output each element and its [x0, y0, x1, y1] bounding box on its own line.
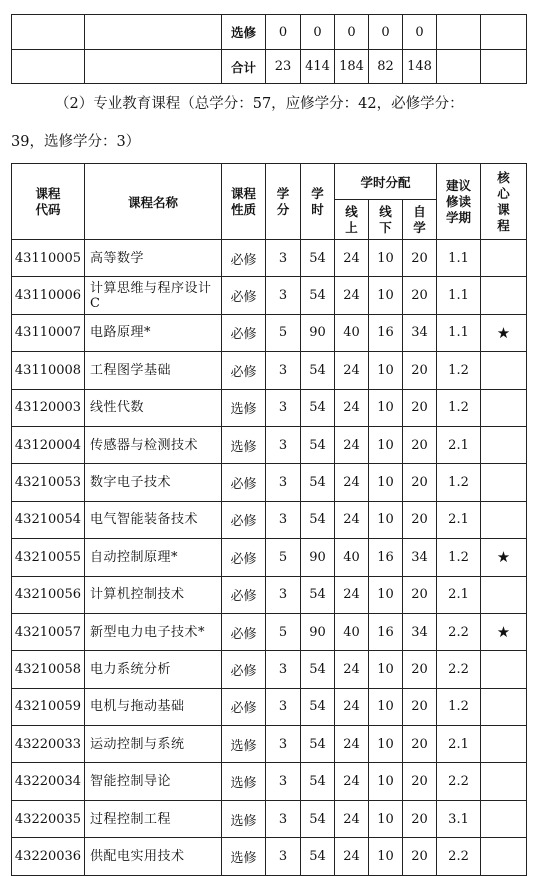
summary-blank-cell: [12, 15, 85, 50]
summary-value-cell: 0: [266, 15, 301, 50]
course-type-cell: 选修: [222, 838, 266, 875]
course-term-cell: 2.2: [437, 613, 481, 650]
table-row: [12, 501, 527, 538]
course-credit-cell: 5: [266, 613, 301, 650]
course-hours-cell: 90: [301, 314, 335, 351]
course-type-cell: 必修: [222, 277, 266, 314]
course-offline-cell: 10: [369, 726, 403, 763]
header-offline-text: 线下: [379, 203, 392, 235]
course-name-cell: 过程控制工程: [85, 800, 222, 837]
header-online: [335, 200, 369, 240]
course-credit-cell: 3: [266, 464, 301, 501]
course-core-cell: [481, 240, 527, 277]
header-hours-allocation: 学时分配: [335, 164, 437, 200]
course-self-cell: 34: [403, 613, 437, 650]
header-course-type: [222, 164, 266, 240]
course-credit-cell: 3: [266, 688, 301, 725]
header-suggested-term: [437, 164, 481, 240]
summary-table: [11, 14, 527, 84]
course-self-cell: 20: [403, 426, 437, 463]
course-code-cell: 43210055: [12, 539, 85, 576]
course-name-cell: 线性代数: [85, 389, 222, 426]
course-hours-cell: 54: [301, 426, 335, 463]
course-online-cell: 40: [335, 613, 369, 650]
course-name-cell: 数字电子技术: [85, 464, 222, 501]
course-type-cell: 必修: [222, 688, 266, 725]
course-name-cell: 传感器与检测技术: [85, 426, 222, 463]
course-type-cell: 必修: [222, 464, 266, 501]
header-course-code: [12, 164, 85, 240]
header-hours: [301, 164, 335, 240]
course-term-cell: 1.2: [437, 464, 481, 501]
course-core-cell: [481, 501, 527, 538]
course-credit-cell: 3: [266, 389, 301, 426]
course-online-cell: 24: [335, 726, 369, 763]
course-core-cell: [481, 838, 527, 875]
course-online-cell: 24: [335, 426, 369, 463]
table-row: [12, 613, 527, 650]
summary-row: [12, 15, 527, 50]
course-name-cell: 计算机控制技术: [85, 576, 222, 613]
course-term-cell: 1.1: [437, 277, 481, 314]
course-code-cell: 43110006: [12, 277, 85, 314]
summary-blank-cell: [437, 15, 481, 50]
course-code-cell: 43110008: [12, 352, 85, 389]
course-hours-cell: 54: [301, 651, 335, 688]
course-code-cell: 43210056: [12, 576, 85, 613]
summary-value-cell: 148: [403, 50, 437, 84]
course-core-cell: [481, 389, 527, 426]
course-online-cell: 24: [335, 352, 369, 389]
table-row: [12, 838, 527, 875]
table-row: [12, 726, 527, 763]
course-offline-cell: 10: [369, 800, 403, 837]
header-credit: [266, 164, 301, 240]
summary-blank-cell: [85, 15, 222, 50]
course-credit-cell: 3: [266, 726, 301, 763]
course-name-cell: 电力系统分析: [85, 651, 222, 688]
course-name-cell: 新型电力电子技术*: [85, 613, 222, 650]
header-self-study: [403, 200, 437, 240]
course-code-cell: 43220034: [12, 763, 85, 800]
course-self-cell: 20: [403, 726, 437, 763]
course-code-cell: 43210059: [12, 688, 85, 725]
course-core-cell: [481, 763, 527, 800]
course-online-cell: 24: [335, 464, 369, 501]
summary-blank-cell: [481, 50, 527, 84]
summary-value-cell: 0: [301, 15, 335, 50]
course-name-cell: 高等数学: [85, 240, 222, 277]
course-hours-cell: 54: [301, 501, 335, 538]
course-type-cell: 必修: [222, 314, 266, 351]
course-hours-cell: 54: [301, 726, 335, 763]
header-course-type-text: 课程性质: [230, 185, 256, 217]
course-name-cell: 智能控制导论: [85, 763, 222, 800]
course-term-cell: 1.2: [437, 352, 481, 389]
course-hours-cell: 54: [301, 389, 335, 426]
course-hours-cell: 54: [301, 277, 335, 314]
course-term-cell: 3.1: [437, 800, 481, 837]
table-row: [12, 651, 527, 688]
course-online-cell: 24: [335, 688, 369, 725]
header-offline: [369, 200, 403, 240]
summary-blank-cell: [12, 50, 85, 84]
course-offline-cell: 10: [369, 688, 403, 725]
course-self-cell: 20: [403, 389, 437, 426]
course-credit-cell: 3: [266, 838, 301, 875]
course-core-cell: [481, 352, 527, 389]
course-online-cell: 24: [335, 763, 369, 800]
course-offline-cell: 16: [369, 314, 403, 351]
course-code-cell: 43110007: [12, 314, 85, 351]
summary-row-label: 选修: [222, 15, 266, 50]
course-hours-cell: 54: [301, 763, 335, 800]
course-online-cell: 24: [335, 240, 369, 277]
header-online-text: 线上: [345, 203, 358, 235]
course-code-cell: 43220036: [12, 838, 85, 875]
course-self-cell: 20: [403, 501, 437, 538]
course-core-cell: ★: [481, 613, 527, 650]
summary-value-cell: 184: [335, 50, 369, 84]
course-hours-cell: 54: [301, 464, 335, 501]
course-credit-cell: 3: [266, 763, 301, 800]
course-type-cell: 选修: [222, 800, 266, 837]
course-type-cell: 必修: [222, 576, 266, 613]
course-online-cell: 24: [335, 576, 369, 613]
course-core-cell: [481, 576, 527, 613]
course-offline-cell: 10: [369, 426, 403, 463]
course-name-cell: 工程图学基础: [85, 352, 222, 389]
header-course-name: 课程名称: [85, 164, 222, 240]
summary-value-cell: 23: [266, 50, 301, 84]
course-term-cell: 2.1: [437, 426, 481, 463]
course-type-cell: 选修: [222, 726, 266, 763]
course-self-cell: 20: [403, 838, 437, 875]
course-hours-cell: 90: [301, 539, 335, 576]
header-credit-text: 学分: [276, 185, 290, 217]
course-type-cell: 选修: [222, 426, 266, 463]
table-row: [12, 277, 527, 314]
course-credit-cell: 3: [266, 426, 301, 463]
course-term-cell: 2.1: [437, 726, 481, 763]
course-table: [11, 163, 527, 876]
table-row: [12, 426, 527, 463]
summary-value-cell: 0: [403, 15, 437, 50]
course-online-cell: 40: [335, 539, 369, 576]
course-core-cell: [481, 651, 527, 688]
header-core-course: [481, 164, 527, 240]
course-name-cell: 供配电实用技术: [85, 838, 222, 875]
course-code-cell: 43110005: [12, 240, 85, 277]
course-self-cell: 34: [403, 314, 437, 351]
table-row: [12, 464, 527, 501]
course-core-cell: [481, 800, 527, 837]
summary-row: [12, 50, 527, 84]
course-type-cell: 必修: [222, 501, 266, 538]
course-online-cell: 24: [335, 501, 369, 538]
course-core-cell: ★: [481, 314, 527, 351]
course-type-cell: 必修: [222, 539, 266, 576]
course-self-cell: 20: [403, 763, 437, 800]
course-self-cell: 34: [403, 539, 437, 576]
course-code-cell: 43210053: [12, 464, 85, 501]
course-term-cell: 1.1: [437, 240, 481, 277]
course-credit-cell: 3: [266, 277, 301, 314]
course-self-cell: 20: [403, 464, 437, 501]
course-offline-cell: 16: [369, 613, 403, 650]
course-offline-cell: 10: [369, 576, 403, 613]
header-suggested-term-text: 建议修读学期: [446, 177, 472, 225]
course-hours-cell: 54: [301, 800, 335, 837]
summary-value-cell: 82: [369, 50, 403, 84]
table-row: [12, 352, 527, 389]
course-self-cell: 20: [403, 576, 437, 613]
course-offline-cell: 10: [369, 651, 403, 688]
course-hours-cell: 54: [301, 838, 335, 875]
course-name-cell: 电路原理*: [85, 314, 222, 351]
section-heading-line1: （2）专业教育课程（总学分：57，应修学分：42，必修学分：: [55, 96, 464, 112]
header-core-course-text: 核心课程: [497, 169, 510, 233]
header-hours-text: 学时: [311, 185, 324, 217]
course-core-cell: [481, 726, 527, 763]
table-row: [12, 539, 527, 576]
summary-value-cell: 414: [301, 50, 335, 84]
table-row: [12, 763, 527, 800]
course-online-cell: 24: [335, 800, 369, 837]
course-offline-cell: 10: [369, 277, 403, 314]
course-hours-cell: 54: [301, 688, 335, 725]
course-credit-cell: 3: [266, 240, 301, 277]
course-self-cell: 20: [403, 277, 437, 314]
course-term-cell: 2.1: [437, 501, 481, 538]
course-hours-cell: 54: [301, 352, 335, 389]
course-code-cell: 43120004: [12, 426, 85, 463]
course-online-cell: 24: [335, 651, 369, 688]
course-type-cell: 选修: [222, 389, 266, 426]
course-offline-cell: 10: [369, 501, 403, 538]
course-type-cell: 必修: [222, 352, 266, 389]
course-offline-cell: 10: [369, 838, 403, 875]
course-self-cell: 20: [403, 800, 437, 837]
course-core-cell: [481, 688, 527, 725]
summary-row-label: 合计: [222, 50, 266, 84]
course-online-cell: 24: [335, 277, 369, 314]
course-offline-cell: 10: [369, 464, 403, 501]
course-online-cell: 24: [335, 838, 369, 875]
course-term-cell: 2.1: [437, 576, 481, 613]
course-self-cell: 20: [403, 688, 437, 725]
course-name-cell: 自动控制原理*: [85, 539, 222, 576]
course-hours-cell: 54: [301, 576, 335, 613]
course-type-cell: 必修: [222, 240, 266, 277]
table-row: [12, 240, 527, 277]
course-credit-cell: 5: [266, 539, 301, 576]
course-self-cell: 20: [403, 651, 437, 688]
course-code-cell: 43210057: [12, 613, 85, 650]
course-code-cell: 43120003: [12, 389, 85, 426]
table-row: [12, 576, 527, 613]
course-self-cell: 20: [403, 352, 437, 389]
course-core-cell: [481, 426, 527, 463]
course-name-cell: 电气智能装备技术: [85, 501, 222, 538]
course-term-cell: 2.2: [437, 838, 481, 875]
summary-blank-cell: [85, 50, 222, 84]
course-term-cell: 2.2: [437, 651, 481, 688]
table-row: [12, 800, 527, 837]
summary-value-cell: 0: [335, 15, 369, 50]
course-term-cell: 1.2: [437, 539, 481, 576]
course-name-cell: 计算思维与程序设计C: [85, 277, 222, 314]
course-term-cell: 1.1: [437, 314, 481, 351]
course-name-cell: 运动控制与系统: [85, 726, 222, 763]
course-term-cell: 1.2: [437, 688, 481, 725]
course-offline-cell: 10: [369, 389, 403, 426]
course-credit-cell: 3: [266, 352, 301, 389]
course-code-cell: 43220035: [12, 800, 85, 837]
course-credit-cell: 3: [266, 651, 301, 688]
table-row: [12, 688, 527, 725]
summary-value-cell: 0: [369, 15, 403, 50]
summary-blank-cell: [481, 15, 527, 50]
course-name-cell: 电机与拖动基础: [85, 688, 222, 725]
course-type-cell: 选修: [222, 763, 266, 800]
course-credit-cell: 3: [266, 576, 301, 613]
course-credit-cell: 3: [266, 800, 301, 837]
course-code-cell: 43210054: [12, 501, 85, 538]
course-offline-cell: 10: [369, 352, 403, 389]
course-core-cell: [481, 464, 527, 501]
course-credit-cell: 3: [266, 501, 301, 538]
course-code-cell: 43210058: [12, 651, 85, 688]
course-online-cell: 24: [335, 389, 369, 426]
course-offline-cell: 10: [369, 763, 403, 800]
course-core-cell: ★: [481, 539, 527, 576]
course-code-cell: 43220033: [12, 726, 85, 763]
course-self-cell: 20: [403, 240, 437, 277]
course-term-cell: 1.2: [437, 389, 481, 426]
course-online-cell: 40: [335, 314, 369, 351]
course-offline-cell: 10: [369, 240, 403, 277]
course-offline-cell: 16: [369, 539, 403, 576]
course-credit-cell: 5: [266, 314, 301, 351]
header-course-code-text: 课程代码: [35, 185, 61, 217]
table-row: [12, 314, 527, 351]
course-type-cell: 必修: [222, 613, 266, 650]
table-row: [12, 389, 527, 426]
summary-blank-cell: [437, 50, 481, 84]
course-hours-cell: 54: [301, 240, 335, 277]
header-self-study-text: 自学: [413, 203, 426, 235]
course-core-cell: [481, 277, 527, 314]
course-type-cell: 必修: [222, 651, 266, 688]
section-heading-line2: 39，选修学分：3）: [11, 134, 141, 150]
course-term-cell: 2.2: [437, 763, 481, 800]
course-hours-cell: 90: [301, 613, 335, 650]
